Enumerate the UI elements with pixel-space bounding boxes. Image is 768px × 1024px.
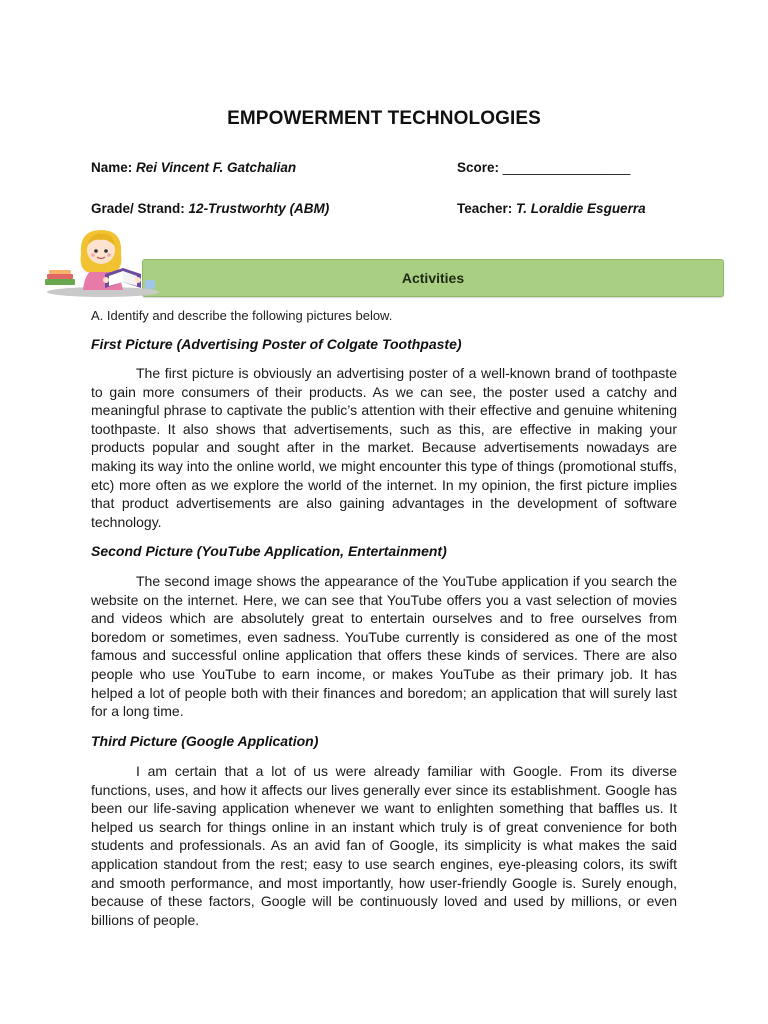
section-heading: First Picture (Advertising Poster of Colgate Toothpaste) [91,336,462,352]
grade-strand-label: Grade/ Strand: [91,201,185,216]
document-title: EMPOWERMENT TECHNOLOGIES [227,108,541,129]
section-paragraph: I am certain that a lot of us were already familiar with Google. From its diverse functions, uses, and how it affects our lives generally ever since its establishment. Google has been our life-saving application whenever we want to enlighten something that baffles us. It helped us search for things online in an instant which truly is of great convenience for both students and professionals. As an avid fan of Google, its simplicity is what makes the said application standout from the rest; easy to use search engines, eye-pleasing colors, its swift and smooth performance, and most importantly, how user-friendly Google is. Surely enough, because of these factors, Google will be continuously loved and used by millions, or even billions of people. [91,763,677,928]
grade-strand-field [91,201,329,216]
instruction-text: A. Identify and describe the following pictures below. [91,308,393,323]
section-paragraph: The second image shows the appearance of the YouTube application if you search the website on the internet. Here, we can see that YouTube offers you a vast selection of movies and videos which are absolutely great to entertain ourselves and to free ourselves from boredom or sometimes, even sadness. YouTube currently is considered as one of the most famous and successful online application that offers these kinds of services. There are also people who use YouTube to earn income, or makes YouTube as their primary job. It has helped a lot of people both with their finances and boredom; an application that will surely last for a long time. [91,573,677,720]
score-field [457,160,630,175]
teacher-field [457,201,646,216]
name-value: Rei Vincent F. Gatchalian [136,160,297,175]
teacher-value: T. Loraldie Esguerra [516,201,646,216]
activities-banner-label: Activities [401,270,465,286]
section-heading: Third Picture (Google Application) [91,733,319,749]
score-value: _________________ [502,160,631,175]
section-paragraph: The first picture is obviously an advertising poster of a well-known brand of toothpaste to gain more consumers of their products. As we can see, the poster used a catchy and meaningful phrase to captivate the public’s attention with their effective and genuine whitening toothpaste. It also shows that advertisements, such as this, are effective in making your products popular and sought after in the market. Because advertisements nowadays are making its way into the online world, we might encounter this type of things (promotional stuffs, etc) more often as we explore the world of the internet. In my opinion, the first picture implies that product advertisements are also gaining advantages in the development of software technology. [91,365,677,530]
activities-banner [142,259,724,297]
grade-strand-value: 12-Trustworhty (ABM) [188,201,330,216]
name-label: Name: [91,160,133,175]
teacher-label: Teacher: [457,201,513,216]
reading-girl-illustration [43,224,161,298]
name-field [91,160,296,175]
section-heading: Second Picture (YouTube Application, Entertainment) [91,543,447,559]
score-label: Score: [457,160,500,175]
